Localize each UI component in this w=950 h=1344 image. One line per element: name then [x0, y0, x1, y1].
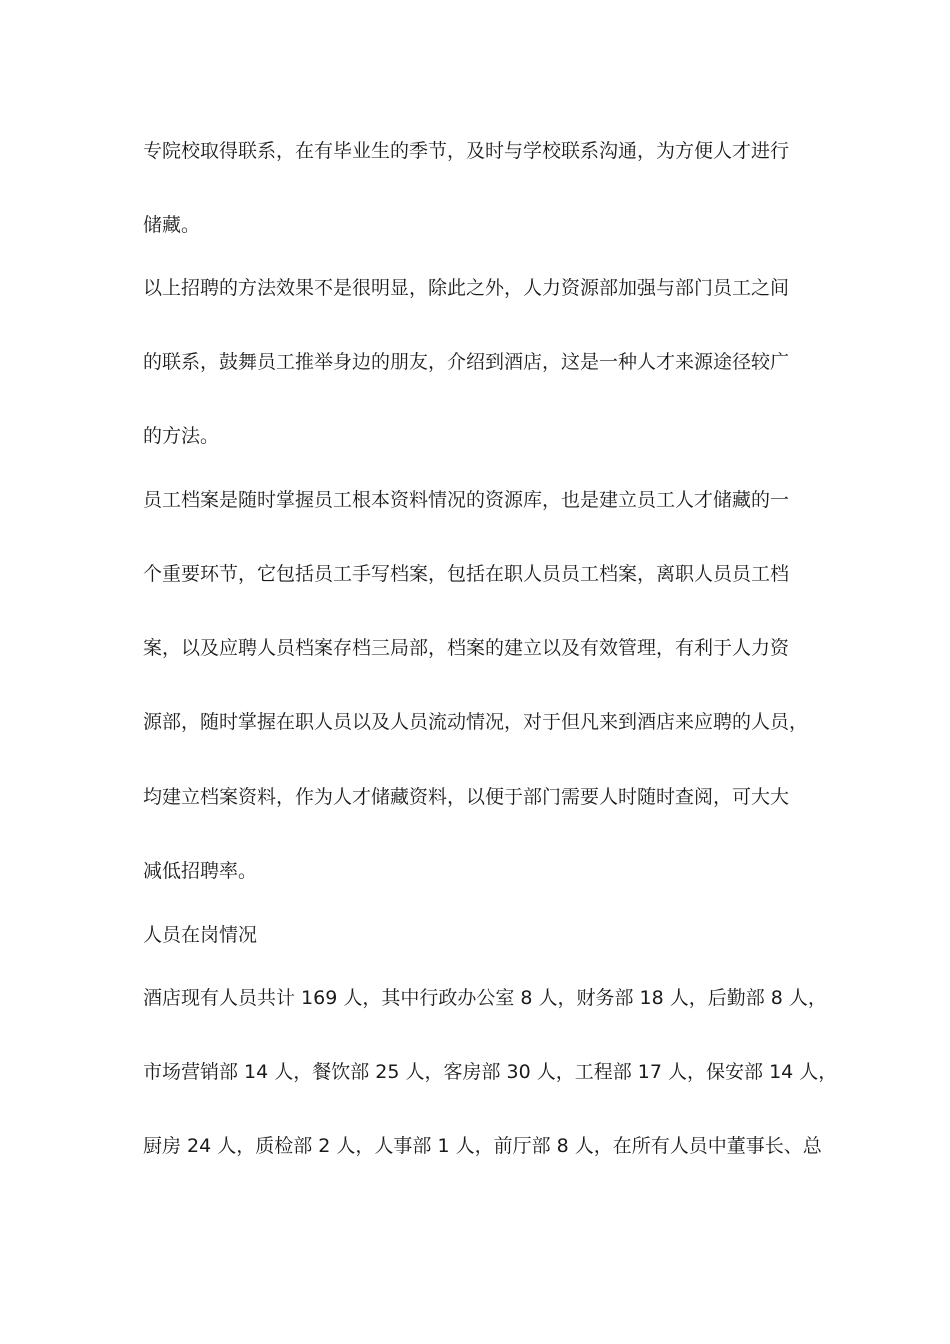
- text-line: 源部，随时掌握在职人员以及人员流动情况，对于但凡来到酒店来应聘的人员，: [143, 711, 809, 733]
- text-line: 以上招聘的方法效果不是很明显，除此之外，人力资源部加强与部门员工之间: [143, 277, 790, 299]
- text-line: 酒店现有人员共计 169 人，其中行政办公室 8 人，财务部 18 人，后勤部 8 人，: [143, 987, 827, 1009]
- text-line: 减低招聘率。: [143, 860, 258, 882]
- text-line: 均建立档案资料，作为人才储藏资料，以便于部门需要人时随时查阅，可大大: [143, 786, 790, 808]
- text-line: 个重要环节，它包括员工手写档案，包括在职人员员工档案，离职人员员工档: [143, 563, 790, 585]
- text-line: 员工档案是随时掌握员工根本资料情况的资源库，也是建立员工人才储藏的一: [143, 489, 790, 511]
- text-line: 专院校取得联系，在有毕业生的季节，及时与学校联系沟通，为方便人才进行: [143, 140, 790, 162]
- text-line: 市场营销部 14 人，餐饮部 25 人，客房部 30 人，工程部 17 人，保安部 14 人，: [143, 1061, 838, 1083]
- section-heading: 人员在岗情况: [143, 924, 258, 946]
- text-line: 案，以及应聘人员档案存档三局部，档案的建立以及有效管理，有利于人力资: [143, 637, 790, 659]
- text-line: 厨房 24 人，质检部 2 人，人事部 1 人，前厅部 8 人，在所有人员中董事长、总: [143, 1135, 822, 1157]
- text-line: 储藏。: [143, 214, 201, 236]
- text-line: 的方法。: [143, 425, 220, 447]
- text-line: 的联系，鼓舞员工推举身边的朋友，介绍到酒店，这是一种人才来源途径较广: [143, 351, 790, 373]
